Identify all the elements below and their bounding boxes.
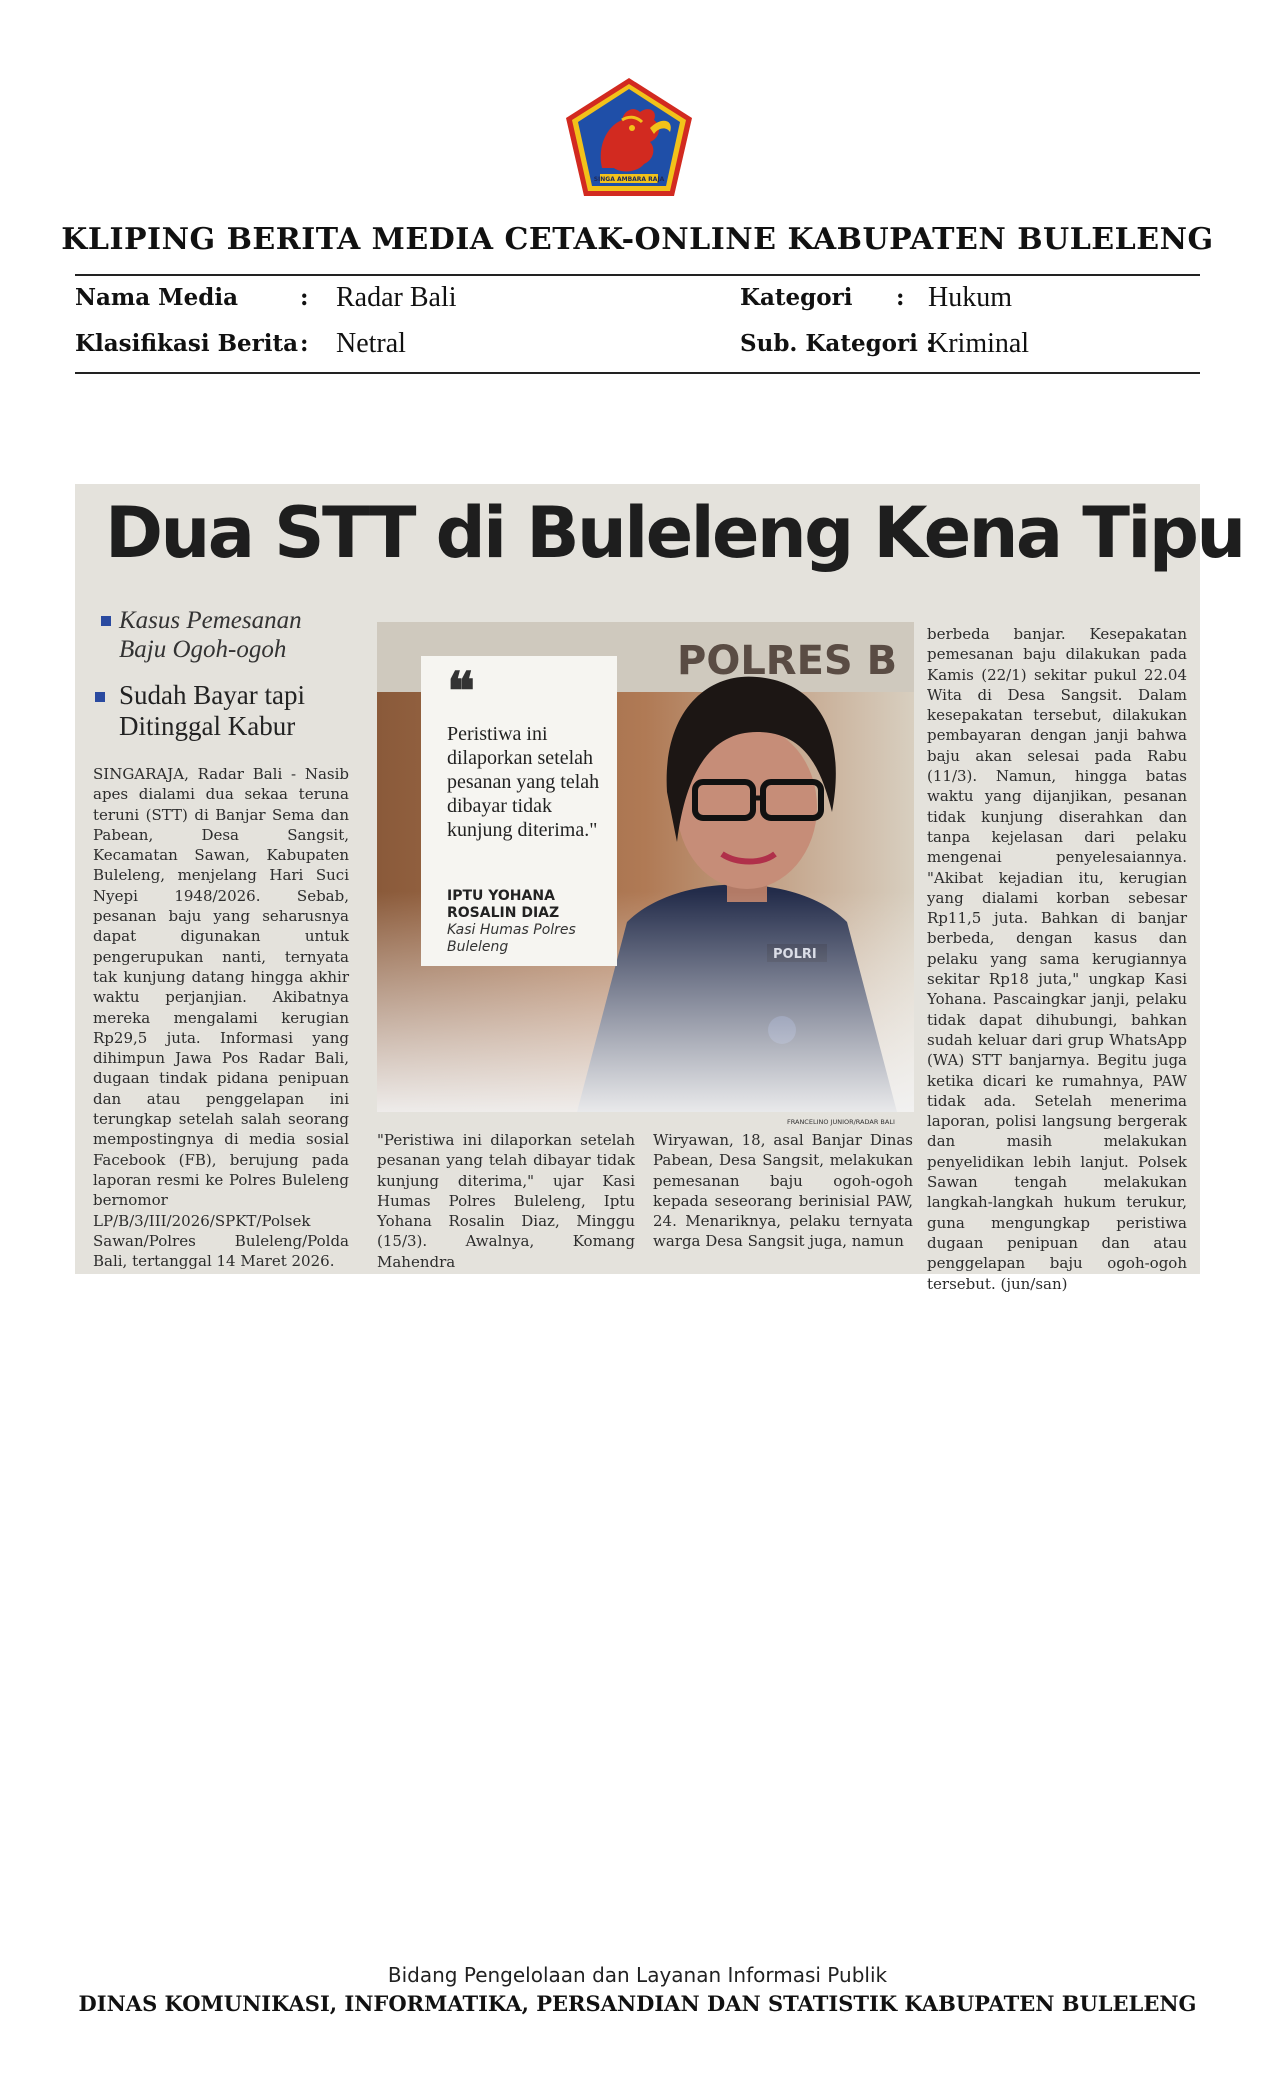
newspaper-clipping xyxy=(75,484,1244,1293)
subhead-bullet xyxy=(95,692,105,702)
photo-credit: FRANCELINO JUNIOR/RADAR BALI xyxy=(787,1118,895,1126)
klasifikasi-separator: : xyxy=(300,330,309,357)
klasifikasi-value: Netral xyxy=(336,328,406,359)
pull-quote-role: Kasi Humas Polres Buleleng xyxy=(447,922,576,955)
pull-quote-text: Peristiwa ini dilaporkan setelah pesanan yang telah dibayar tidak kunjung diterima." xyxy=(447,723,600,841)
subkategori-label: Sub. Kategori : xyxy=(740,330,935,357)
article-subhead: Sudah Bayar tapi Ditinggal Kabur xyxy=(119,680,305,741)
article-column-2: "Peristiwa ini dilaporkan setelah pesanan yang telah dibayar tidak kunjung diterima," ujar Kasi Humas Polres Buleleng, Iptu Yohana Rosalin Diaz, Minggu (15/3). Awalnya, Komang Mahendra xyxy=(377,1131,635,1271)
media-separator: : xyxy=(300,284,309,311)
quote-mark-icon: ❝ xyxy=(447,661,475,722)
article-column-1: SINGARAJA, Radar Bali - Nasib apes dialami dua sekaa teruna teruni (STT) di Banjar Sema dan Pabean, Desa Sangsit, Kecamatan Sawan, Kabupaten Buleleng, menjelang Hari Suci Nyepi 1948/2026. Sebab, pesanan baju yang seharusnya dapat digunakan untuk pengerupukan nanti, ternyata tak kunjung datang hingga akhir waktu perjanjian. Akibatnya mereka mengalami kerugian Rp29,5 juta. Informasi yang dihimpun Jawa Pos Radar Bali, dugaan tindak pidana penipuan dan atau penggelapan ini terungkap setelah salah seorang mempostingnya di media sosial Facebook (FB), berujung pada laporan resmi ke Polres Buleleng bernomor LP/B/3/III/2026/SPKT/Polsek Sawan/Polres Buleleng/Polda Bali, tertanggal 14 Maret 2026. xyxy=(93,765,349,1271)
kategori-label: Kategori xyxy=(740,284,853,311)
article-kicker: Kasus Pemesanan Baju Ogoh-ogoh xyxy=(119,607,302,663)
subkategori-value: Kriminal xyxy=(928,328,1030,359)
article-headline: Dua STT di Buleleng Kena Tipu xyxy=(105,492,1244,574)
meta-rule xyxy=(75,372,1200,374)
klasifikasi-label: Klasifikasi Berita xyxy=(75,330,299,357)
footer-agency: DINAS KOMUNIKASI, INFORMATIKA, PERSANDIAN DAN STATISTIK KABUPATEN BULELENG xyxy=(78,1991,1197,2016)
kategori-separator: : xyxy=(896,284,905,311)
media-value: Radar Bali xyxy=(336,282,457,313)
kategori-value: Hukum xyxy=(928,282,1012,313)
document-title: KLIPING BERITA MEDIA CETAK-ONLINE KABUPATEN BULELENG xyxy=(61,222,1214,257)
article-column-4: berbeda banjar. Kesepakatan pemesanan baju dilakukan pada Kamis (22/1) sekitar pukul 22.04 Wita di Desa Sangsit. Dalam kesepakatan tersebut, dilakukan pembayaran dengan janji bahwa baju akan selesai pada Rabu (11/3). Namun, hingga batas waktu yang dijanjikan, pesanan tidak kunjung diserahkan dan tanpa kejelasan dari pelaku mengenai penyelesaiannya. "Akibat kejadian itu, kerugian yang dialami korban sebesar Rp11,5 juta. Bahkan di banjar berbeda, dengan kasus dan pelaku yang sama kerugiannya sekitar Rp18 juta," ungkap Kasi Yohana. Pascaingkar janji, pelaku tidak dapat dihubungi, bahkan sudah keluar dari grup WhatsApp (WA) STT banjarnya. Begitu juga ketika dicari ke rumahnya, PAW tidak ada. Setelah menerima laporan, polisi langsung bergerak dan masih melakukan penyelidikan lebih lanjut. Polsek Sawan tengah melakukan langkah-langkah hukum terukur, guna mengungkap peristiwa dugaan penipuan dan atau penggelapan baju ogoh-ogoh tersebut. (jun/san) xyxy=(927,625,1187,1293)
kabupaten-buleleng-logo xyxy=(562,76,696,198)
article-column-3: Wiryawan, 18, asal Banjar Dinas Pabean, Desa Sangsit, melakukan pemesanan baju ogoh-ogoh kepada seseorang berinisial PAW, 24. Menariknya, pelaku ternyata warga Desa Sangsit juga, namun xyxy=(653,1131,913,1251)
footer-division: Bidang Pengelolaan dan Layanan Informasi Publik xyxy=(387,1963,888,1987)
logo-text: SINGA AMBARA RAJA xyxy=(593,176,665,183)
pull-quote-name: IPTU YOHANA ROSALIN DIAZ xyxy=(447,888,560,921)
title-rule xyxy=(75,274,1200,276)
kicker-bullet xyxy=(101,616,111,626)
media-label: Nama Media xyxy=(75,284,238,311)
